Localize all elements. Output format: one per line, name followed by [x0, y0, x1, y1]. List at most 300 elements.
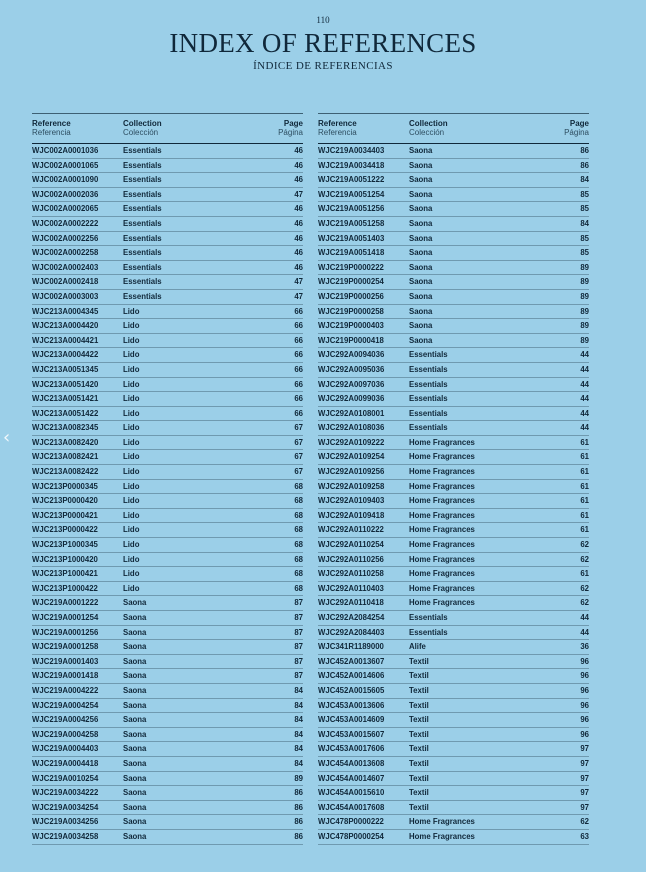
collection-cell: Lido [123, 394, 140, 404]
page-cell: 96 [580, 671, 589, 681]
reference-cell: WJC292A0110256 [318, 554, 384, 564]
table-row [32, 232, 303, 247]
collection-cell: Home Fragrances [409, 452, 475, 462]
table-row [318, 334, 589, 349]
reference-cell: WJC219P0000256 [318, 291, 384, 301]
page-cell: 67 [294, 437, 303, 447]
table-row [318, 728, 589, 743]
reference-cell: WJC213A0051345 [32, 364, 99, 374]
collection-cell: Lido [123, 540, 140, 550]
collection-cell: Essentials [123, 233, 162, 243]
page-cell: 46 [294, 160, 303, 170]
table-row [32, 392, 303, 407]
collection-cell: Saona [123, 685, 147, 695]
reference-cell: WJC454A0015610 [318, 788, 385, 798]
reference-cell: WJC292A2084403 [318, 627, 385, 637]
header-collection-en: Collection [123, 119, 162, 128]
collection-cell: Saona [123, 802, 147, 812]
collection-cell: Home Fragrances [409, 540, 475, 550]
page-cell: 66 [294, 306, 303, 316]
table-row [32, 830, 303, 845]
table-row [32, 494, 303, 509]
table-row [32, 436, 303, 451]
page-cell: 68 [294, 510, 303, 520]
page-cell: 44 [580, 364, 589, 374]
header-collection [123, 119, 162, 137]
collection-cell: Essentials [409, 408, 448, 418]
reference-cell: WJC452A0015605 [318, 685, 385, 695]
page-cell: 46 [294, 204, 303, 214]
page-cell: 67 [294, 423, 303, 433]
header-page-en: Page [569, 119, 589, 128]
reference-cell: WJC219A0051418 [318, 248, 385, 258]
table-row [318, 801, 589, 816]
reference-cell: WJC219A0034222 [32, 788, 99, 798]
collection-cell: Saona [123, 656, 147, 666]
table-row [32, 786, 303, 801]
table-row [318, 202, 589, 217]
collection-cell: Lido [123, 452, 140, 462]
page-cell: 44 [580, 379, 589, 389]
page-cell: 44 [580, 613, 589, 622]
collection-cell: Textil [409, 685, 429, 695]
collection-cell: Lido [123, 423, 140, 433]
collection-cell: Essentials [123, 189, 162, 199]
collection-cell: Home Fragrances [409, 525, 475, 535]
collection-cell: Saona [409, 248, 433, 258]
table-row [318, 596, 589, 611]
reference-cell: WJC002A0001065 [32, 160, 99, 170]
reference-cell: WJC219P0000254 [318, 277, 384, 287]
table-row [318, 319, 589, 334]
page-cell: 68 [294, 569, 303, 579]
page-cell: 61 [580, 525, 589, 535]
table-row [32, 728, 303, 743]
page-cell: 84 [294, 685, 303, 695]
reference-cell: WJC002A0002222 [32, 218, 99, 228]
collection-cell: Lido [123, 321, 140, 331]
reference-cell: WJC213A0082422 [32, 467, 99, 477]
collection-cell: Saona [123, 715, 147, 725]
table-row [32, 202, 303, 217]
page-cell: 85 [580, 204, 589, 214]
table-row [32, 450, 303, 465]
collection-cell: Essentials [123, 204, 162, 214]
page-cell: 61 [580, 510, 589, 520]
collection-cell: Essentials [409, 364, 448, 374]
reference-cell: WJC219A0004254 [32, 700, 99, 710]
page-subtitle: ÍNDICE DE REFERENCIAS [253, 60, 393, 72]
page-cell: 86 [294, 817, 303, 827]
reference-cell: WJC213A0082420 [32, 437, 99, 447]
header-collection-en: Collection [409, 119, 448, 128]
collection-cell: Home Fragrances [409, 569, 475, 579]
reference-cell: WJC453A0014609 [318, 715, 385, 725]
collection-cell: Essentials [409, 423, 448, 433]
page-cell: 96 [580, 700, 589, 710]
collection-cell: Lido [123, 481, 140, 491]
page-cell: 61 [580, 467, 589, 477]
reference-cell: WJC454A0013608 [318, 758, 385, 768]
page-cell: 47 [294, 291, 303, 301]
table-row [318, 436, 589, 451]
reference-cell: WJC219A0004256 [32, 715, 99, 725]
table-row [32, 421, 303, 436]
reference-cell: WJC478P0000222 [318, 817, 384, 827]
table-row [32, 757, 303, 772]
table-row [32, 655, 303, 670]
table-row [32, 173, 303, 188]
table-row [318, 363, 589, 378]
table-row [32, 261, 303, 276]
table-row [318, 261, 589, 276]
reference-cell: WJC219A0034258 [32, 831, 99, 841]
header-page [278, 119, 303, 137]
collection-cell: Essentials [409, 394, 448, 404]
table-row [318, 553, 589, 568]
page-cell: 86 [294, 831, 303, 841]
collection-cell: Textil [409, 788, 429, 798]
header-page-en: Page [283, 119, 303, 128]
collection-cell: Saona [123, 758, 147, 768]
reference-cell: WJC213P1000345 [32, 540, 98, 550]
reference-cell: WJC292A0109256 [318, 467, 385, 477]
page-cell: 68 [294, 525, 303, 535]
index-table-left [32, 113, 303, 845]
collection-cell: Saona [409, 321, 433, 331]
page-cell: 46 [294, 218, 303, 228]
page-cell: 46 [294, 248, 303, 258]
collection-cell: Alife [409, 642, 426, 652]
page-cell: 68 [294, 481, 303, 491]
page-cell: 68 [294, 554, 303, 564]
header-reference-en: Reference [318, 119, 357, 128]
reference-cell: WJC213P1000422 [32, 583, 98, 593]
reference-cell: WJC219A0051403 [318, 233, 385, 243]
reference-cell: WJC213A0004420 [32, 321, 99, 331]
page-cell: 84 [294, 700, 303, 710]
collection-cell: Home Fragrances [409, 437, 475, 447]
table-row [318, 275, 589, 290]
reference-cell: WJC213A0051421 [32, 394, 99, 404]
reference-cell: WJC002A0002256 [32, 233, 99, 243]
reference-cell: WJC213A0004422 [32, 350, 99, 360]
page-cell: 89 [580, 262, 589, 272]
page-cell: 84 [580, 218, 589, 228]
page-cell: 66 [294, 321, 303, 331]
collection-cell: Saona [409, 335, 433, 345]
reference-cell: WJC292A0108001 [318, 408, 385, 418]
collection-cell: Home Fragrances [409, 496, 475, 506]
table-row [318, 480, 589, 495]
collection-cell: Saona [409, 233, 433, 243]
header-reference [318, 119, 357, 137]
table-row [318, 305, 589, 320]
table-row [32, 640, 303, 655]
collection-cell: Lido [123, 554, 140, 564]
table-row [32, 669, 303, 684]
collection-cell: Textil [409, 773, 429, 783]
collection-cell: Lido [123, 408, 140, 418]
collection-cell: Essentials [123, 146, 162, 155]
collection-cell: Essentials [409, 350, 448, 360]
page-cell: 63 [580, 831, 589, 841]
reference-cell: WJC219A0004222 [32, 685, 99, 695]
page-cell: 87 [294, 656, 303, 666]
collection-cell: Saona [409, 262, 433, 272]
reference-cell: WJC219P0000222 [318, 262, 384, 272]
page-cell: 67 [294, 467, 303, 477]
page-cell: 97 [580, 802, 589, 812]
table-row [32, 713, 303, 728]
collection-cell: Lido [123, 583, 140, 593]
table-row [32, 553, 303, 568]
reference-cell: WJC002A0002258 [32, 248, 99, 258]
reference-cell: WJC292A0108036 [318, 423, 385, 433]
page-cell: 89 [580, 321, 589, 331]
collection-cell: Saona [123, 744, 147, 754]
table-row [32, 407, 303, 422]
table-row [318, 655, 589, 670]
collection-cell: Saona [409, 146, 433, 155]
collection-cell: Saona [123, 729, 147, 739]
collection-cell: Lido [123, 510, 140, 520]
page-cell: 96 [580, 685, 589, 695]
page-cell: 68 [294, 496, 303, 506]
table-row [32, 815, 303, 830]
table-row [318, 757, 589, 772]
page-title: INDEX OF REFERENCES [169, 28, 477, 58]
collection-cell: Essentials [123, 218, 162, 228]
reference-cell: WJC292A0109254 [318, 452, 385, 462]
collection-cell: Saona [123, 671, 147, 681]
reference-cell: WJC452A0013607 [318, 656, 385, 666]
reference-cell: WJC213P1000420 [32, 554, 98, 564]
collection-cell: Saona [123, 831, 147, 841]
chevron-left-icon[interactable]: ‹ [3, 427, 11, 448]
reference-cell: WJC213A0004345 [32, 306, 99, 316]
reference-cell: WJC002A0002403 [32, 262, 99, 272]
reference-cell: WJC292A0110258 [318, 569, 384, 579]
table-row [318, 669, 589, 684]
collection-cell: Home Fragrances [409, 554, 475, 564]
collection-cell: Home Fragrances [409, 831, 475, 841]
page-cell: 66 [294, 364, 303, 374]
page-cell: 66 [294, 335, 303, 345]
page-cell: 62 [580, 583, 589, 593]
collection-cell: Home Fragrances [409, 481, 475, 491]
table-row [32, 611, 303, 626]
collection-cell: Essentials [123, 175, 162, 185]
page-cell: 44 [580, 627, 589, 637]
reference-cell: WJC219A0001403 [32, 656, 99, 666]
page-cell: 84 [294, 715, 303, 725]
table-row [318, 246, 589, 261]
table-row [32, 275, 303, 290]
page-cell: 44 [580, 408, 589, 418]
reference-cell: WJC219A0001258 [32, 642, 99, 652]
table-row [318, 786, 589, 801]
reference-cell: WJC213A0082345 [32, 423, 99, 433]
collection-cell: Home Fragrances [409, 510, 475, 520]
reference-cell: WJC219A0001222 [32, 598, 99, 608]
reference-cell: WJC478P0000254 [318, 831, 384, 841]
page-cell: 44 [580, 423, 589, 433]
page-cell: 61 [580, 481, 589, 491]
table-row [318, 407, 589, 422]
table-row [32, 567, 303, 582]
page-cell: 61 [580, 452, 589, 462]
table-header [32, 113, 303, 144]
reference-cell: WJC213P0000420 [32, 496, 98, 506]
reference-cell: WJC219P0000418 [318, 335, 384, 345]
reference-cell: WJC452A0014606 [318, 671, 385, 681]
table-row [32, 480, 303, 495]
reference-cell: WJC213P0000345 [32, 481, 98, 491]
reference-cell: WJC213A0082421 [32, 452, 99, 462]
page-cell: 96 [580, 656, 589, 666]
table-row [32, 538, 303, 553]
header-page [564, 119, 589, 137]
reference-cell: WJC002A0002065 [32, 204, 99, 214]
table-row [318, 611, 589, 626]
page-cell: 61 [580, 569, 589, 579]
reference-cell: WJC292A2084254 [318, 613, 385, 622]
page-cell: 67 [294, 452, 303, 462]
page-cell: 87 [294, 671, 303, 681]
collection-cell: Essentials [409, 379, 448, 389]
reference-cell: WJC213P0000422 [32, 525, 98, 535]
table-row [318, 640, 589, 655]
page-cell: 85 [580, 233, 589, 243]
page-cell: 97 [580, 758, 589, 768]
collection-cell: Saona [123, 627, 147, 637]
page-cell: 36 [580, 642, 589, 652]
page-cell: 62 [580, 598, 589, 608]
header-collection [409, 119, 448, 137]
page-number: 110 [316, 15, 330, 25]
header-reference-es: Referencia [318, 128, 357, 137]
collection-cell: Essentials [123, 248, 162, 258]
reference-cell: WJC219A0051222 [318, 175, 385, 185]
table-row [318, 144, 589, 159]
page-cell: 62 [580, 554, 589, 564]
page-cell: 96 [580, 729, 589, 739]
reference-cell: WJC213P1000421 [32, 569, 98, 579]
table-row [318, 188, 589, 203]
collection-cell: Textil [409, 758, 429, 768]
page-cell: 47 [294, 189, 303, 199]
reference-cell: WJC453A0013606 [318, 700, 385, 710]
collection-cell: Saona [123, 817, 147, 827]
page-cell: 66 [294, 394, 303, 404]
page-cell: 62 [580, 817, 589, 827]
table-row [32, 801, 303, 816]
collection-cell: Saona [409, 189, 433, 199]
collection-cell: Home Fragrances [409, 583, 475, 593]
page-cell: 86 [294, 802, 303, 812]
page-cell: 46 [294, 146, 303, 155]
table-row [318, 742, 589, 757]
table-row [318, 348, 589, 363]
table-row [32, 319, 303, 334]
page-cell: 84 [294, 729, 303, 739]
collection-cell: Lido [123, 379, 140, 389]
table-row [318, 538, 589, 553]
page-cell: 46 [294, 262, 303, 272]
page-cell: 84 [580, 175, 589, 185]
table-row [318, 684, 589, 699]
reference-cell: WJC453A0015607 [318, 729, 385, 739]
reference-cell: WJC292A0109222 [318, 437, 385, 447]
table-body-left [32, 144, 303, 845]
table-row [32, 188, 303, 203]
collection-cell: Lido [123, 364, 140, 374]
page-cell: 85 [580, 189, 589, 199]
collection-cell: Lido [123, 350, 140, 360]
reference-cell: WJC219A0001254 [32, 613, 99, 622]
collection-cell: Saona [123, 773, 147, 783]
page-cell: 86 [580, 160, 589, 170]
collection-cell: Textil [409, 802, 429, 812]
reference-cell: WJC219A0051256 [318, 204, 385, 214]
collection-cell: Essentials [123, 277, 162, 287]
collection-cell: Lido [123, 306, 140, 316]
collection-cell: Saona [409, 306, 433, 316]
reference-cell: WJC213A0004421 [32, 335, 99, 345]
reference-cell: WJC002A0003003 [32, 291, 99, 301]
reference-cell: WJC292A0109403 [318, 496, 385, 506]
collection-cell: Lido [123, 335, 140, 345]
page-cell: 89 [580, 277, 589, 287]
table-row [318, 159, 589, 174]
collection-cell: Saona [409, 291, 433, 301]
collection-cell: Essentials [123, 291, 162, 301]
collection-cell: Home Fragrances [409, 467, 475, 477]
collection-cell: Home Fragrances [409, 598, 475, 608]
table-row [318, 713, 589, 728]
collection-cell: Textil [409, 700, 429, 710]
header-collection-es: Colección [409, 128, 445, 137]
table-row [32, 144, 303, 159]
table-row [32, 596, 303, 611]
page-cell: 68 [294, 540, 303, 550]
reference-cell: WJC213A0051420 [32, 379, 99, 389]
table-row [32, 246, 303, 261]
collection-cell: Textil [409, 715, 429, 725]
table-row [318, 173, 589, 188]
reference-cell: WJC002A0001036 [32, 146, 99, 155]
header-reference [32, 119, 71, 137]
table-row [32, 465, 303, 480]
table-row [318, 232, 589, 247]
table-row [32, 159, 303, 174]
table-row [318, 421, 589, 436]
page-cell: 44 [580, 350, 589, 360]
collection-cell: Saona [123, 598, 147, 608]
table-row [318, 290, 589, 305]
reference-cell: WJC292A0099036 [318, 394, 385, 404]
reference-cell: WJC002A0002036 [32, 189, 99, 199]
table-row [318, 626, 589, 641]
page-cell: 97 [580, 788, 589, 798]
reference-cell: WJC341R1189000 [318, 642, 384, 652]
table-row [318, 378, 589, 393]
reference-cell: WJC292A0094036 [318, 350, 385, 360]
reference-cell: WJC219A0034256 [32, 817, 99, 827]
collection-cell: Essentials [123, 262, 162, 272]
header-page-es: Página [278, 128, 303, 137]
